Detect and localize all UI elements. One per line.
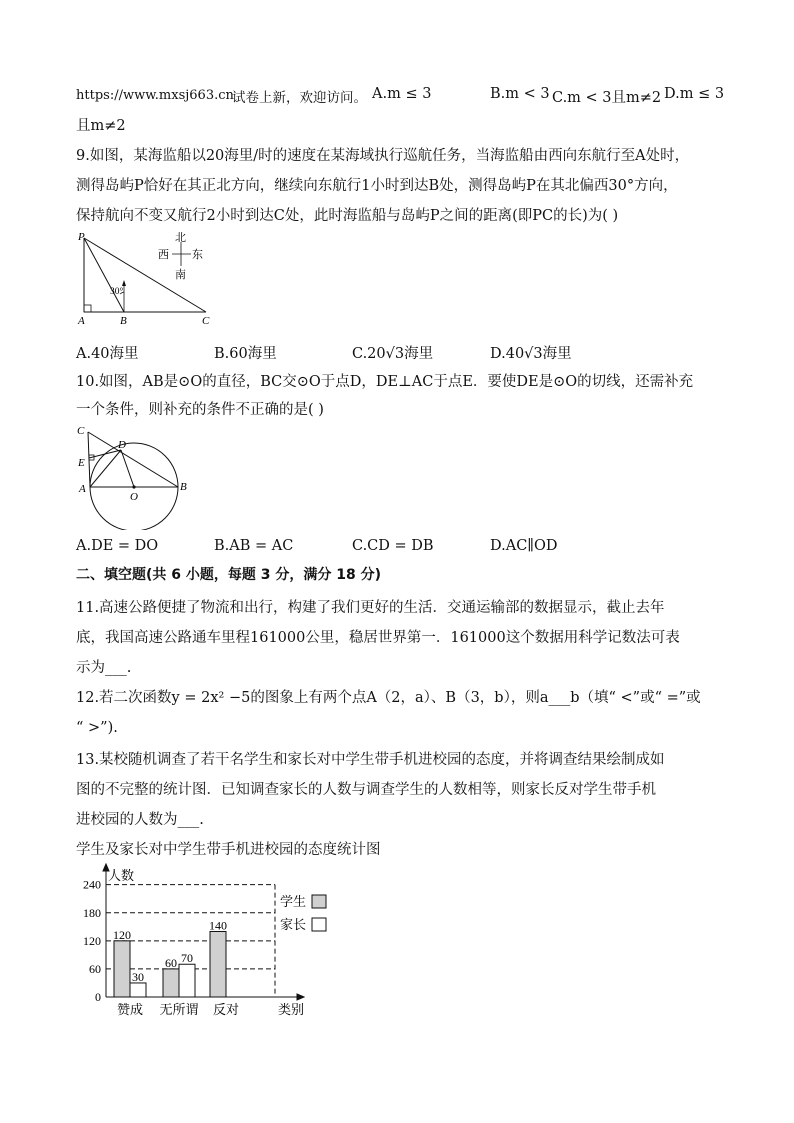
q8-option-d: D.m ≤ 3	[664, 86, 725, 102]
q10-option-b: B.AB = AC	[214, 538, 294, 554]
q11-line-2: 底，我国高速公路通车里程161000公里，稳居世界第一．161000这个数据用科学记数法可表	[76, 630, 680, 646]
compass-east: 东	[192, 249, 203, 261]
chart-bar-parent	[179, 964, 195, 997]
section-2-title: 二、填空题(共 6 小题，每题 3 分，满分 18 分)	[76, 567, 382, 583]
chart-y-axis-label: 人数	[108, 868, 135, 883]
chart-bar-parent	[130, 983, 146, 997]
chart-data-label: 120	[113, 927, 131, 942]
q8-option-d-cont: 且m≠2	[76, 118, 126, 134]
q9-option-c: C.20√3海里	[352, 346, 434, 362]
q10-line-1: 10.如图，AB是⊙O的直径，BC交⊙O于点D，DE⊥AC于点E．要使DE是⊙O的切线，还需补充	[76, 374, 694, 390]
chart-category-label: 赞成	[116, 1002, 144, 1017]
chart-category-label: 反对	[212, 1002, 240, 1017]
chart-y-tick-label: 240	[83, 877, 101, 892]
q8-option-b: B.m < 3	[490, 86, 550, 102]
chart-y-tick-label: 120	[83, 933, 101, 948]
q10-option-c: C.CD = DB	[352, 538, 434, 554]
q11-line-1: 11.高速公路便捷了物流和出行，构建了我们更好的生活．交通运输部的数据显示，截止去年	[76, 600, 665, 616]
chart-y-tick-label: 180	[83, 905, 101, 920]
chart-bar-student	[114, 941, 130, 997]
q10-label-o: O	[130, 491, 138, 503]
q10-option-d: D.AC∥OD	[490, 538, 558, 554]
q9-angle-label: 30°	[110, 287, 124, 297]
q8-option-a: A.m ≤ 3	[372, 86, 432, 102]
q8-option-c: C.m < 3且m≠2	[552, 90, 662, 106]
q9-label-p: P	[78, 231, 85, 243]
chart-bar-student	[163, 969, 179, 997]
q9-option-b: B.60海里	[214, 346, 277, 362]
chart-data-label: 30	[132, 969, 144, 984]
q9-line-3: 保持航向不变又航行2小时到达C处，此时海监船与岛屿P之间的距离(即PC的长)为( )	[76, 208, 619, 224]
q10-label-e: E	[78, 457, 85, 469]
q12-line-1: 12.若二次函数y = 2x² −5的图象上有两个点A（2，a）、B（3，b），则a___b（填“ <”或“ =”或	[76, 690, 701, 706]
q10-label-a: A	[79, 483, 86, 495]
header-url[interactable]: https://www.mxsj663.cn	[76, 88, 234, 103]
compass-west: 西	[158, 249, 169, 261]
chart-x-axis-label: 类别	[278, 1002, 305, 1017]
q10-option-a: A.DE = DO	[76, 538, 159, 554]
chart-data-label: 70	[181, 951, 193, 966]
chart-y-tick-label: 60	[89, 961, 101, 976]
chart-category-label: 无所谓	[159, 1002, 199, 1017]
q10-label-c: C	[77, 425, 85, 437]
attitude-bar-chart	[70, 862, 350, 1022]
q13-line-2: 图的不完整的统计图．已知调查家长的人数与调查学生的人数相等，则家长反对学生带手机	[76, 782, 656, 798]
legend-parent-label: 家长	[280, 917, 307, 932]
q12-line-2: “ >”).	[76, 720, 118, 736]
compass-south: 南	[175, 269, 186, 281]
q10-line-2: 一个条件，则补充的条件不正确的是( )	[76, 402, 324, 418]
q9-line-1: 9.如图，某海监船以20海里/时的速度在某海域执行巡航任务，当海监船由西向东航行至A处时，	[76, 148, 690, 164]
legend-student-label: 学生	[280, 894, 307, 909]
q13-line-3: 进校园的人数为___.	[76, 812, 204, 828]
legend-student-swatch	[312, 895, 326, 908]
q9-option-d: D.40√3海里	[490, 346, 572, 362]
q9-option-a: A.40海里	[76, 346, 139, 362]
q11-line-3: 示为___.	[76, 660, 132, 676]
q9-line-2: 测得岛屿P恰好在其正北方向，继续向东航行1小时到达B处，测得岛屿P在其北偏西30°方向，	[76, 178, 678, 194]
chart-y-tick-label: 0	[95, 990, 101, 1004]
q9-label-b: B	[120, 315, 127, 327]
q13-line-1: 13.某校随机调查了若干名学生和家长对中学生带手机进校园的态度，并将调查结果绘制成如	[76, 752, 665, 768]
chart-bar-student	[210, 931, 226, 997]
chart-title: 学生及家长对中学生带手机进校园的态度统计图	[76, 842, 381, 858]
header-notice: 试卷上新，欢迎访问。	[232, 90, 367, 106]
q9-figure	[70, 228, 230, 328]
chart-data-label: 140	[209, 918, 227, 933]
q9-label-a: A	[78, 315, 85, 327]
q9-label-c: C	[202, 315, 210, 327]
q10-label-d: D	[118, 439, 126, 451]
q10-label-b: B	[180, 481, 187, 493]
q10-figure	[74, 420, 194, 530]
compass-north: 北	[175, 232, 186, 244]
legend-parent-swatch	[312, 918, 326, 931]
chart-data-label: 60	[165, 955, 177, 970]
chart-x-axis-arrow	[297, 994, 304, 1000]
